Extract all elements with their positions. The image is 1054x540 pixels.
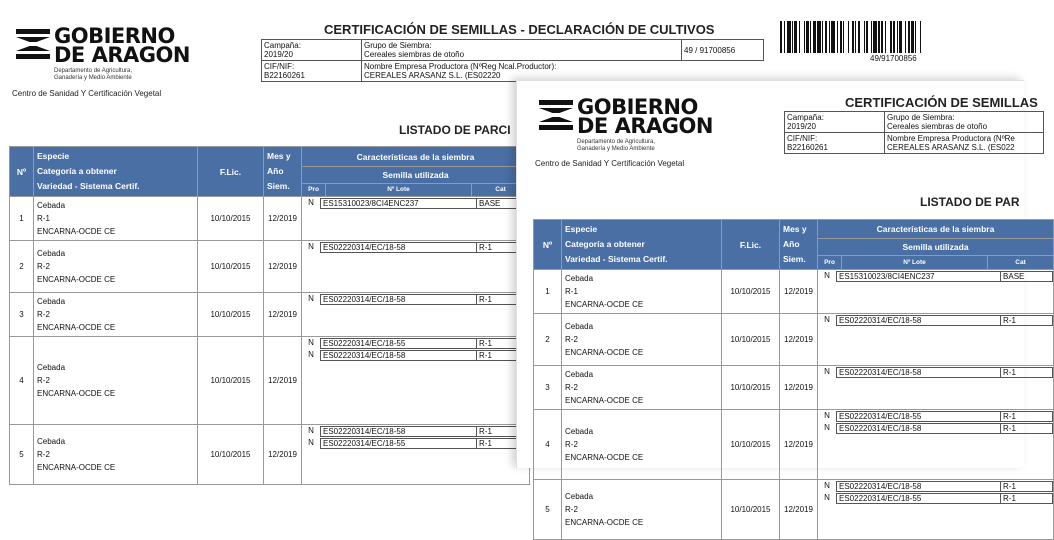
logo-subtitle-1: Departamento de Agricultura,: [54, 68, 133, 74]
row-mes: 12/2019: [264, 241, 302, 293]
row-number: 3: [534, 366, 562, 410]
row-number: 3: [10, 293, 34, 337]
row-categoria: R-2: [565, 335, 578, 344]
seed-cat: BASE: [477, 198, 529, 209]
row-mes: 12/2019: [264, 425, 302, 485]
col-semilla-header: Semilla utilizada: [818, 239, 1054, 256]
seed-pro: N: [308, 338, 314, 347]
cif-value: B22160261: [264, 71, 305, 80]
row-number: 1: [534, 270, 562, 314]
grupo-label: Grupo de Siembra:: [364, 41, 432, 50]
seed-row: [302, 242, 529, 253]
row-especie: Cebada: [37, 297, 66, 306]
table-row: [10, 197, 530, 241]
row-number: 4: [534, 410, 562, 480]
table-row: [534, 410, 1054, 480]
table-row: [534, 366, 1054, 410]
table-row: [10, 425, 530, 485]
row-variedad: ENCARNA-OCDE CE: [37, 463, 116, 472]
row-number: 2: [534, 314, 562, 366]
seed-cell: [818, 366, 1054, 410]
seed-pro: N: [308, 242, 314, 251]
seed-lote: ES15310023/8CI4ENC237: [836, 271, 1001, 282]
seed-row: [302, 426, 529, 437]
seed-row: [818, 367, 1053, 378]
col-mes-header-3: Siem.: [783, 254, 806, 264]
empresa-value: CEREALES ARASANZ S.L. (ES02220: [364, 71, 501, 80]
seed-row: [818, 315, 1053, 326]
seed-cell: [302, 337, 530, 425]
parcel-table: [9, 146, 530, 485]
grupo-value: Cereales siembras de otoño: [364, 50, 465, 59]
row-categoria: R-2: [37, 450, 50, 459]
row-especie: Cebada: [37, 201, 66, 210]
row-mes: 12/2019: [780, 314, 818, 366]
row-mes: 12/2019: [264, 337, 302, 425]
cif-label: CIF/NIF:: [787, 134, 818, 143]
row-mes: 12/2019: [780, 480, 818, 540]
header-info-box: [784, 111, 1044, 154]
seed-cell: [818, 314, 1054, 366]
row-especie: Cebada: [37, 249, 66, 258]
aragon-emblem-icon: [539, 98, 573, 132]
seed-pro: N: [308, 426, 314, 435]
row-mes: 12/2019: [780, 270, 818, 314]
row-flic: 10/10/2015: [722, 480, 780, 540]
row-categoria: R-2: [37, 376, 50, 385]
seed-row: [818, 481, 1053, 492]
seed-lote: ES02220314/EC/18-58: [320, 350, 477, 361]
cif-value: B22160261: [787, 143, 828, 152]
row-number: 1: [10, 197, 34, 241]
col-lote-header: Nº Lote: [326, 183, 472, 196]
row-flic: 10/10/2015: [198, 293, 264, 337]
row-especie: Cebada: [565, 274, 594, 283]
row-mes: 12/2019: [780, 366, 818, 410]
seed-cat: R-1: [477, 426, 529, 437]
seed-lote: ES02220314/EC/18-58: [836, 315, 1001, 326]
logo-subtitle-2: Ganadería y Medio Ambiente: [577, 146, 655, 152]
seed-cat: R-1: [1001, 493, 1053, 504]
row-number: 5: [10, 425, 34, 485]
col-semilla-header: Semilla utilizada: [302, 167, 530, 183]
seed-cat: R-1: [1001, 367, 1053, 378]
seed-row: [818, 411, 1053, 422]
col-variedad-header: Variedad - Sistema Certif.: [565, 254, 668, 264]
seed-cat: R-1: [477, 350, 529, 361]
seed-cat: R-1: [477, 438, 529, 449]
logo-subtitle-2: Ganadería y Medio Ambiente: [54, 75, 132, 81]
seed-cell: [302, 293, 530, 337]
seed-cat: R-1: [1001, 411, 1053, 422]
row-flic: 10/10/2015: [722, 314, 780, 366]
aragon-emblem-icon: [16, 27, 50, 61]
seed-pro: N: [824, 481, 830, 490]
seed-lote: ES02220314/EC/18-58: [320, 294, 477, 305]
campana-value: 2019/20: [787, 122, 816, 131]
row-variedad: ENCARNA-OCDE CE: [565, 518, 644, 527]
row-variedad: ENCARNA-OCDE CE: [565, 348, 644, 357]
col-caract-header: Características de la siembra: [302, 147, 530, 167]
col-flic-header: F.Lic.: [198, 147, 264, 197]
seed-pro: N: [824, 423, 830, 432]
grupo-label: Grupo de Siembra:: [887, 113, 955, 122]
seed-cell: [818, 480, 1054, 540]
gobierno-aragon-logo: [539, 95, 713, 153]
row-mes: 12/2019: [264, 197, 302, 241]
seed-lote: ES02220314/EC/18-58: [320, 426, 477, 437]
seed-row: [302, 294, 529, 305]
seed-row: [302, 438, 529, 449]
grupo-value: Cereales siembras de otoño: [887, 122, 988, 131]
header-info-box: [261, 39, 764, 82]
seed-cat: R-1: [477, 294, 529, 305]
row-especie: Cebada: [565, 427, 594, 436]
col-mes-header-1: Mes y: [267, 151, 291, 161]
col-mes-header-2: Año: [267, 166, 284, 176]
campana-label: Campaña:: [264, 41, 301, 50]
seed-pro: N: [308, 350, 314, 359]
row-categoria: R-1: [565, 287, 578, 296]
seed-pro: N: [824, 411, 830, 420]
seed-pro: N: [824, 493, 830, 502]
seed-row: [302, 338, 529, 349]
row-categoria: R-1: [37, 214, 50, 223]
table-row: [10, 337, 530, 425]
campana-label: Campaña:: [787, 113, 824, 122]
parcel-table: [533, 219, 1054, 540]
barcode-number: 49/91700856: [870, 54, 917, 63]
seed-cell: [302, 241, 530, 293]
seed-cat: R-1: [477, 338, 529, 349]
certificate-page-front: [516, 80, 1038, 527]
seed-row: [818, 423, 1053, 434]
row-especie: Cebada: [565, 322, 594, 331]
col-cat-header: Cat: [988, 256, 1054, 270]
row-especie: Cebada: [37, 363, 66, 372]
seed-pro: N: [824, 271, 830, 280]
seed-lote: ES02220314/EC/18-55: [320, 338, 477, 349]
col-categoria-header: Categoría a obtener: [565, 239, 645, 249]
seed-cell: [302, 425, 530, 485]
logo-line-1: GOBIERNO: [54, 24, 175, 48]
col-lote-header: Nº Lote: [842, 256, 988, 270]
row-flic: 10/10/2015: [198, 425, 264, 485]
seed-cat: R-1: [1001, 315, 1053, 326]
logo-line-2: DE ARAGON: [54, 43, 190, 67]
seed-pro: N: [308, 198, 314, 207]
col-categoria-header: Categoría a obtener: [37, 166, 117, 176]
row-flic: 10/10/2015: [722, 410, 780, 480]
col-caract-header: Características de la siembra: [818, 220, 1054, 239]
col-n-header: Nº: [10, 147, 34, 197]
row-especie: Cebada: [565, 370, 594, 379]
row-variedad: ENCARNA-OCDE CE: [565, 300, 644, 309]
seed-cell: [818, 410, 1054, 480]
row-variedad: ENCARNA-OCDE CE: [37, 227, 116, 236]
seed-row: [302, 198, 529, 209]
seed-lote: ES02220314/EC/18-55: [320, 438, 477, 449]
table-row: [534, 314, 1054, 366]
row-flic: 10/10/2015: [722, 270, 780, 314]
row-categoria: R-2: [565, 505, 578, 514]
row-especie: Cebada: [37, 437, 66, 446]
campana-value: 2019/20: [264, 50, 293, 59]
col-cat-header: Cat: [472, 183, 530, 196]
row-variedad: ENCARNA-OCDE CE: [565, 396, 644, 405]
seed-pro: N: [824, 367, 830, 376]
table-row: [534, 270, 1054, 314]
seed-pro: N: [824, 315, 830, 324]
empresa-label: Nombre Empresa Productora (NºReg Ncal.Productor):: [364, 62, 557, 71]
logo-line-1: GOBIERNO: [577, 95, 698, 119]
row-number: 2: [10, 241, 34, 293]
table-row: [10, 241, 530, 293]
seed-row: [302, 350, 529, 361]
row-flic: 10/10/2015: [198, 241, 264, 293]
col-mes-header-2: Año: [783, 239, 800, 249]
col-variedad-header: Variedad - Sistema Certif.: [37, 181, 140, 191]
row-flic: 10/10/2015: [722, 366, 780, 410]
seed-cell: [818, 270, 1054, 314]
centro-label: Centro de Sanidad Y Certificación Vegetal: [535, 159, 685, 168]
barcode: [780, 21, 1012, 53]
row-categoria: R-2: [565, 440, 578, 449]
cif-label: CIF/NIF:: [264, 62, 295, 71]
logo-subtitle-1: Departamento de Agricultura,: [577, 139, 656, 145]
seed-cat: R-1: [477, 242, 529, 253]
document-title: CERTIFICACIÓN DE SEMILLAS: [845, 95, 1038, 110]
seed-cat: R-1: [1001, 423, 1053, 434]
seed-lote: ES02220314/EC/18-58: [836, 367, 1001, 378]
seed-cat: BASE: [1001, 271, 1053, 282]
col-flic-header: F.Lic.: [722, 220, 780, 270]
row-categoria: R-2: [565, 383, 578, 392]
seed-pro: N: [308, 438, 314, 447]
seed-lote: ES15310023/8CI4ENC237: [320, 198, 477, 209]
col-mes-header-3: Siem.: [267, 181, 290, 191]
row-especie: Cebada: [565, 492, 594, 501]
seed-cat: R-1: [1001, 481, 1053, 492]
row-mes: 12/2019: [780, 410, 818, 480]
row-variedad: ENCARNA-OCDE CE: [565, 453, 644, 462]
seed-row: [818, 493, 1053, 504]
seed-lote: ES02220314/EC/18-55: [836, 411, 1001, 422]
seed-cell: [302, 197, 530, 241]
col-especie-header: Especie: [565, 224, 598, 234]
row-categoria: R-2: [37, 262, 50, 271]
col-especie-header: Especie: [37, 151, 70, 161]
document-title: CERTIFICACIÓN DE SEMILLAS - DECLARACIÓN DE CULTIVOS: [324, 22, 715, 37]
seed-row: [818, 271, 1053, 282]
seed-lote: ES02220314/EC/18-58: [836, 423, 1001, 434]
row-number: 4: [10, 337, 34, 425]
seed-lote: ES02220314/EC/18-55: [836, 493, 1001, 504]
listado-heading: LISTADO DE PAR: [920, 195, 1020, 209]
row-mes: 12/2019: [264, 293, 302, 337]
reference-number: 49 / 91700856: [684, 45, 736, 55]
listado-heading: LISTADO DE PARCI: [399, 123, 511, 137]
seed-lote: ES02220314/EC/18-58: [836, 481, 1001, 492]
col-n-header: Nº: [534, 220, 562, 270]
table-row: [534, 480, 1054, 540]
col-pro-header: Pro: [302, 183, 326, 196]
empresa-value: CEREALES ARASANZ S.L. (ES022: [887, 143, 1015, 152]
row-flic: 10/10/2015: [198, 337, 264, 425]
seed-lote: ES02220314/EC/18-58: [320, 242, 477, 253]
empresa-label: Nombre Empresa Productora (NºRe: [887, 134, 1015, 143]
seed-pro: N: [308, 294, 314, 303]
centro-label: Centro de Sanidad Y Certificación Vegetal: [12, 89, 162, 98]
row-variedad: ENCARNA-OCDE CE: [37, 323, 116, 332]
col-pro-header: Pro: [818, 256, 842, 270]
row-number: 5: [534, 480, 562, 540]
logo-line-2: DE ARAGON: [577, 114, 713, 138]
row-flic: 10/10/2015: [198, 197, 264, 241]
gobierno-aragon-logo: [16, 24, 190, 82]
col-mes-header-1: Mes y: [783, 224, 807, 234]
table-row: [10, 293, 530, 337]
row-variedad: ENCARNA-OCDE CE: [37, 275, 116, 284]
row-categoria: R-2: [37, 310, 50, 319]
row-variedad: ENCARNA-OCDE CE: [37, 389, 116, 398]
